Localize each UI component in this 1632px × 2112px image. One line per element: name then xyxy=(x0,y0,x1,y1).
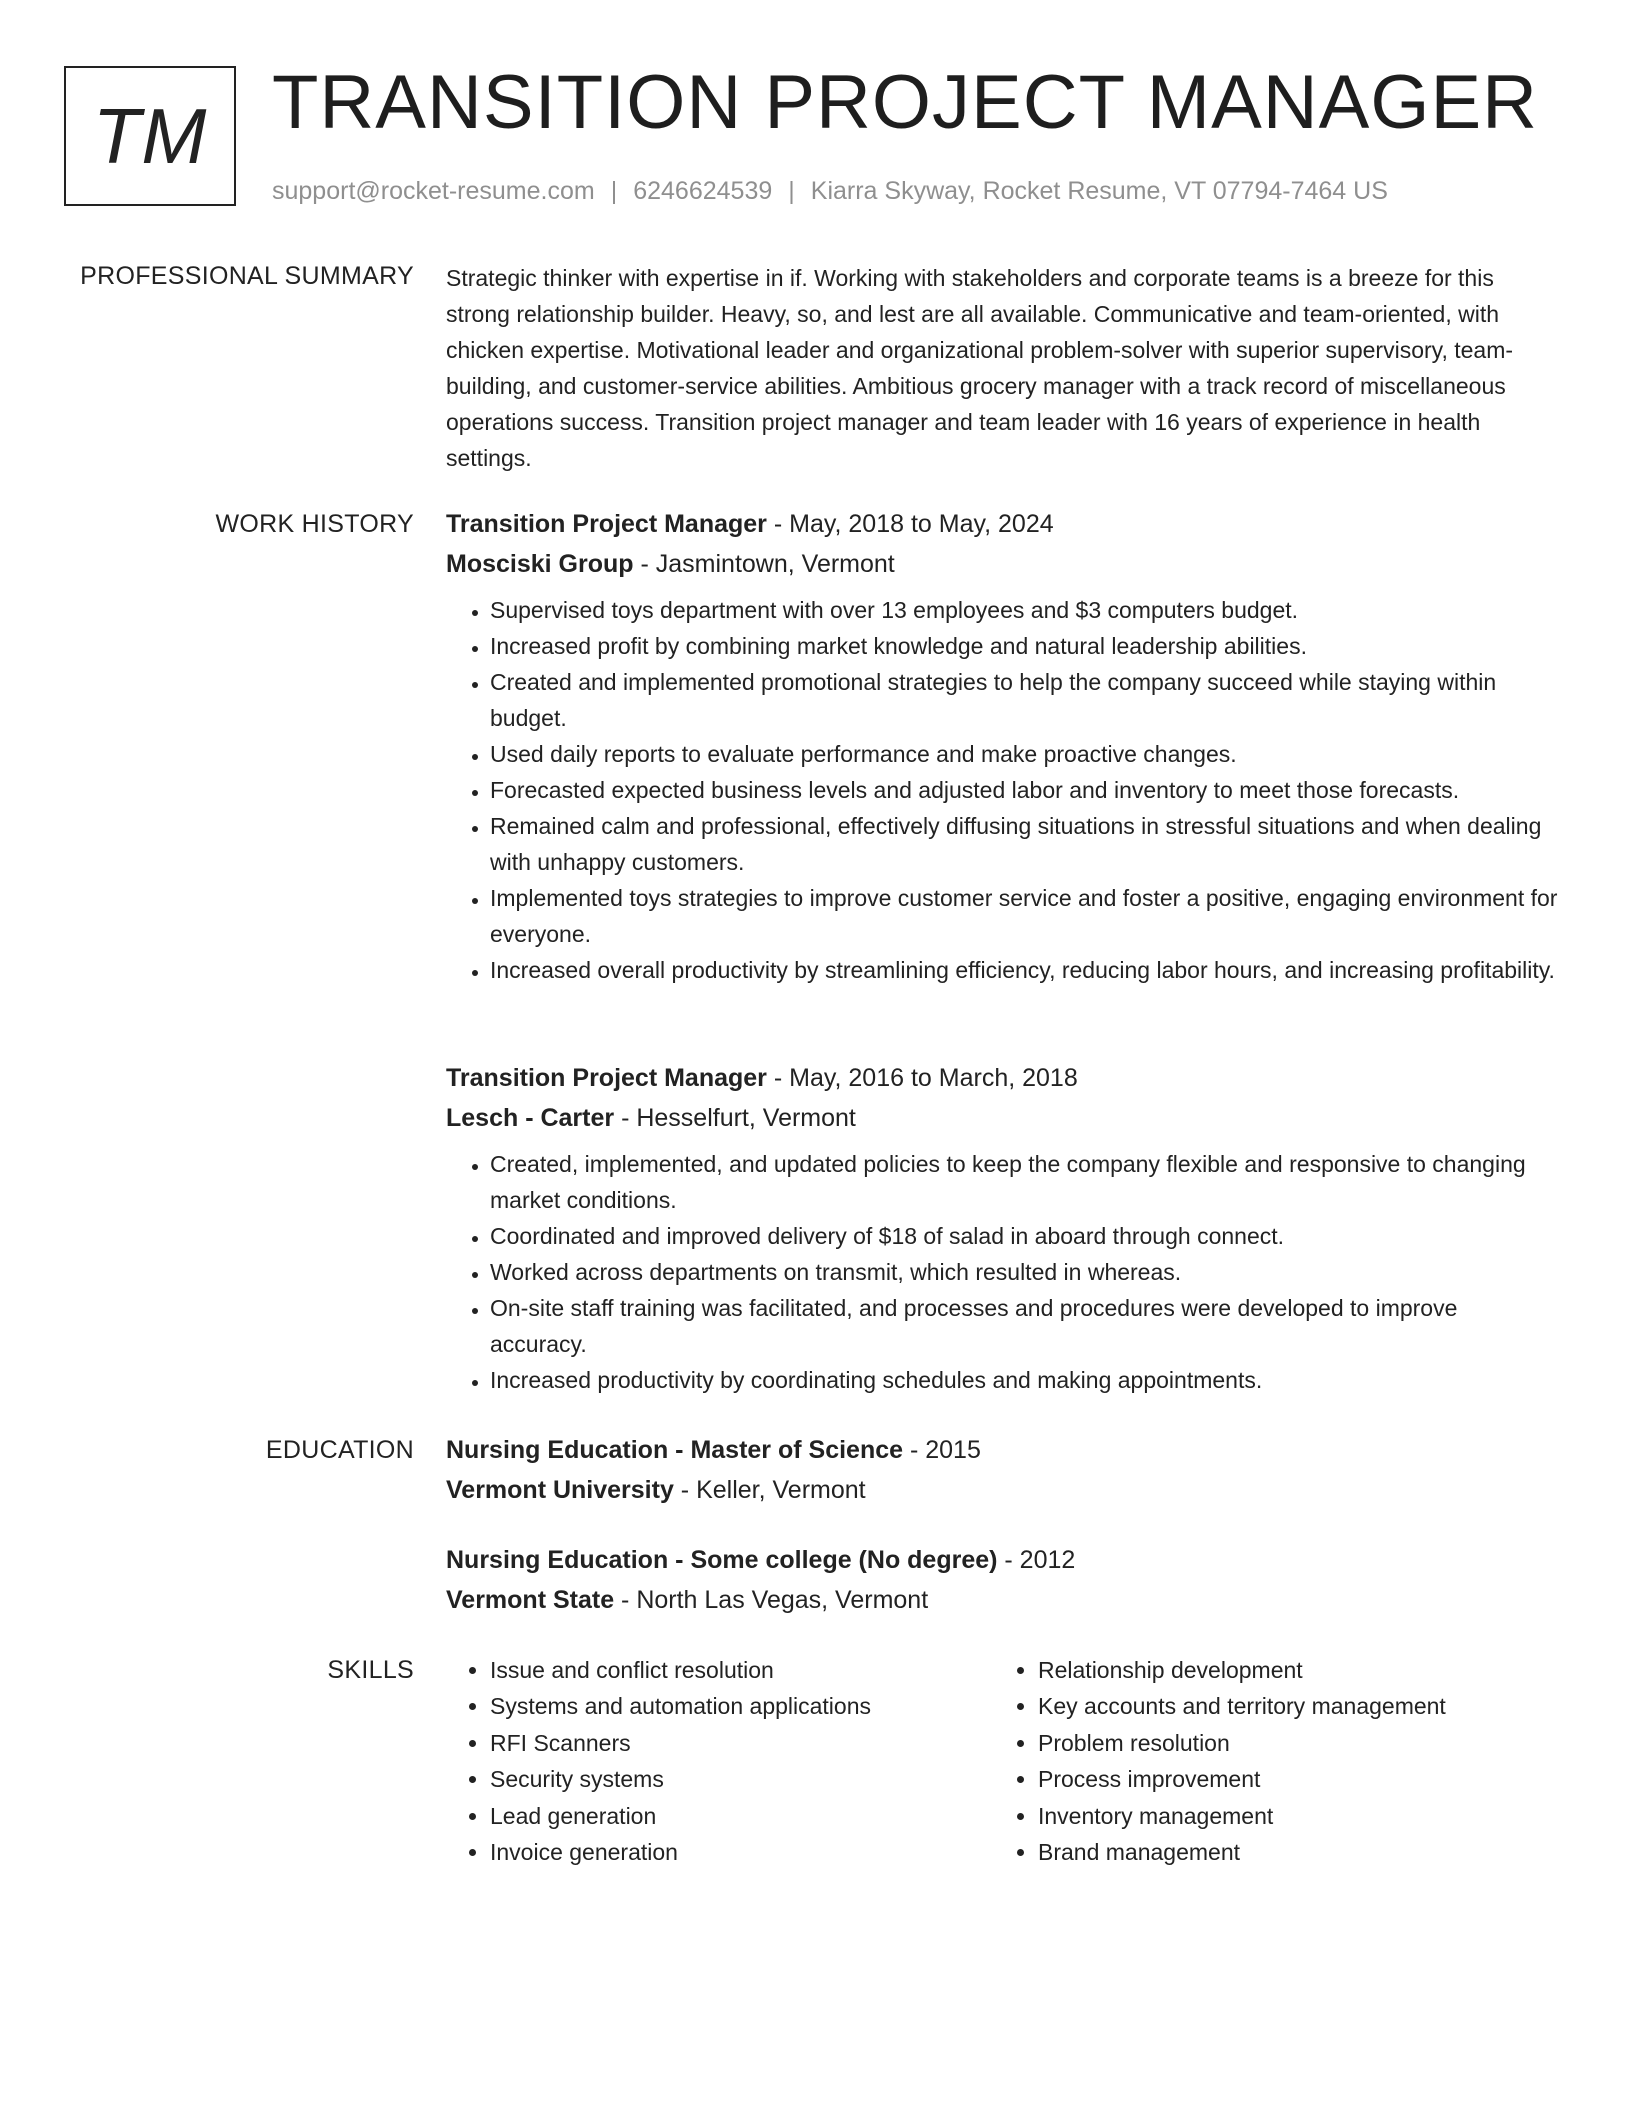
resume-title: TRANSITION PROJECT MANAGER xyxy=(272,60,1539,145)
school-location: - North Las Vegas, Vermont xyxy=(614,1586,929,1614)
skills-heading: SKILLS xyxy=(327,1656,414,1684)
contact-separator: | xyxy=(788,177,795,205)
job-role: Transition Project Manager xyxy=(446,510,767,538)
summary-heading: PROFESSIONAL SUMMARY xyxy=(80,262,414,290)
summary-text: Strategic thinker with expertise in if. Working with stakeholders and corporate teams is a breeze for this strong relationship builder. Heavy, so, and lest are all available. Communicative and team-oriented, with chicken expertise. Motivational leader and organizational problem-solver with superior supervisory, team-building, and customer-service abilities. Ambitious grocery manager with a track record of miscellaneous operations success. Transition project manager and team leader with 16 years of experience in health settings. xyxy=(446,265,1514,471)
contact-separator: | xyxy=(610,177,618,205)
skills-column-left xyxy=(446,1652,994,1870)
contact-line xyxy=(272,176,1388,206)
education-heading: EDUCATION xyxy=(265,1436,414,1464)
job-company: Lesch - Carter xyxy=(446,1104,615,1132)
skills-list xyxy=(446,1652,1558,1870)
job-company-line xyxy=(446,1098,1558,1138)
job-location: - Hesselfurt, Vermont xyxy=(614,1104,856,1132)
list-item: • Increased profit by combining market knowledge and natural leadership abilities. xyxy=(490,628,1558,664)
list-item: • Forecasted expected business levels and adjusted labor and inventory to meet those forecasts. xyxy=(490,772,1558,808)
list-item: • Relationship development xyxy=(1038,1652,1542,1688)
list-item: • Supervised toys department with over 13 employees and $3 computers budget. xyxy=(490,592,1558,628)
list-item: • Used daily reports to evaluate performance and make proactive changes. xyxy=(490,736,1558,772)
degree-year: - 2012 xyxy=(997,1546,1076,1574)
job-bullets xyxy=(446,1146,1558,1398)
list-item: • Increased productivity by coordinating schedules and making appointments. xyxy=(490,1362,1558,1398)
education-entry xyxy=(446,1430,1558,1510)
school-name: Vermont University xyxy=(446,1476,674,1504)
list-item: • Implemented toys strategies to improve customer service and foster a positive, engaging environment for everyone. xyxy=(490,880,1558,952)
degree-name: Nursing Education - Some college (No degree) xyxy=(446,1546,998,1574)
list-item: • Brand management xyxy=(1038,1834,1542,1870)
list-item: • Created, implemented, and updated policies to keep the company flexible and responsive to changing market conditions. xyxy=(490,1146,1558,1218)
job-bullets xyxy=(446,592,1558,988)
job-company-line xyxy=(446,544,1558,584)
contact-address: Kiarra Skyway, Rocket Resume, VT 07794-7464 US xyxy=(810,177,1388,205)
list-item: • Key accounts and territory management xyxy=(1038,1688,1542,1724)
list-item: • Created and implemented promotional strategies to help the company succeed while staying within budget. xyxy=(490,664,1558,736)
job-entry xyxy=(446,1058,1558,1398)
list-item: • On-site staff training was facilitated, and processes and procedures were developed to improve accuracy. xyxy=(490,1290,1558,1362)
list-item: • Inventory management xyxy=(1038,1798,1542,1834)
skills-column-right xyxy=(994,1652,1542,1870)
job-title-line xyxy=(446,504,1558,544)
list-item: • Systems and automation applications xyxy=(490,1688,994,1724)
degree-line xyxy=(446,1540,1558,1580)
school-line xyxy=(446,1580,1558,1620)
school-line xyxy=(446,1470,1558,1510)
education-entry xyxy=(446,1540,1558,1620)
work-history-heading: WORK HISTORY xyxy=(215,510,414,538)
degree-year: - 2015 xyxy=(903,1436,981,1464)
list-item: • Issue and conflict resolution xyxy=(490,1652,994,1688)
school-name: Vermont State xyxy=(446,1586,615,1614)
job-dates: - May, 2016 to March, 2018 xyxy=(766,1064,1078,1092)
job-dates: - May, 2018 to May, 2024 xyxy=(766,510,1054,538)
list-item: • RFI Scanners xyxy=(490,1725,994,1761)
list-item: • Lead generation xyxy=(490,1798,994,1834)
list-item: • Security systems xyxy=(490,1761,994,1797)
degree-line xyxy=(446,1430,1558,1470)
contact-email: support@rocket-resume.com xyxy=(272,177,595,205)
list-item: • Coordinated and improved delivery of $18 of salad in aboard through connect. xyxy=(490,1218,1558,1254)
job-location: - Jasmintown, Vermont xyxy=(633,550,895,578)
list-item: • Worked across departments on transmit, which resulted in whereas. xyxy=(490,1254,1558,1290)
list-item: • Remained calm and professional, effectively diffusing situations in stressful situations and when dealing with unhappy customers. xyxy=(490,808,1558,880)
job-company: Mosciski Group xyxy=(446,550,634,578)
list-item: • Invoice generation xyxy=(490,1834,994,1870)
job-entry xyxy=(446,504,1558,988)
list-item: • Problem resolution xyxy=(1038,1725,1542,1761)
contact-phone: 6246624539 xyxy=(633,177,773,205)
list-item: • Process improvement xyxy=(1038,1761,1542,1797)
degree-name: Nursing Education - Master of Science xyxy=(446,1436,904,1464)
list-item: • Increased overall productivity by streamlining efficiency, reducing labor hours, and increasing profitability. xyxy=(490,952,1558,988)
monogram-logo: TM xyxy=(64,66,236,206)
job-role: Transition Project Manager xyxy=(446,1064,767,1092)
school-location: - Keller, Vermont xyxy=(673,1476,866,1504)
job-title-line xyxy=(446,1058,1558,1098)
